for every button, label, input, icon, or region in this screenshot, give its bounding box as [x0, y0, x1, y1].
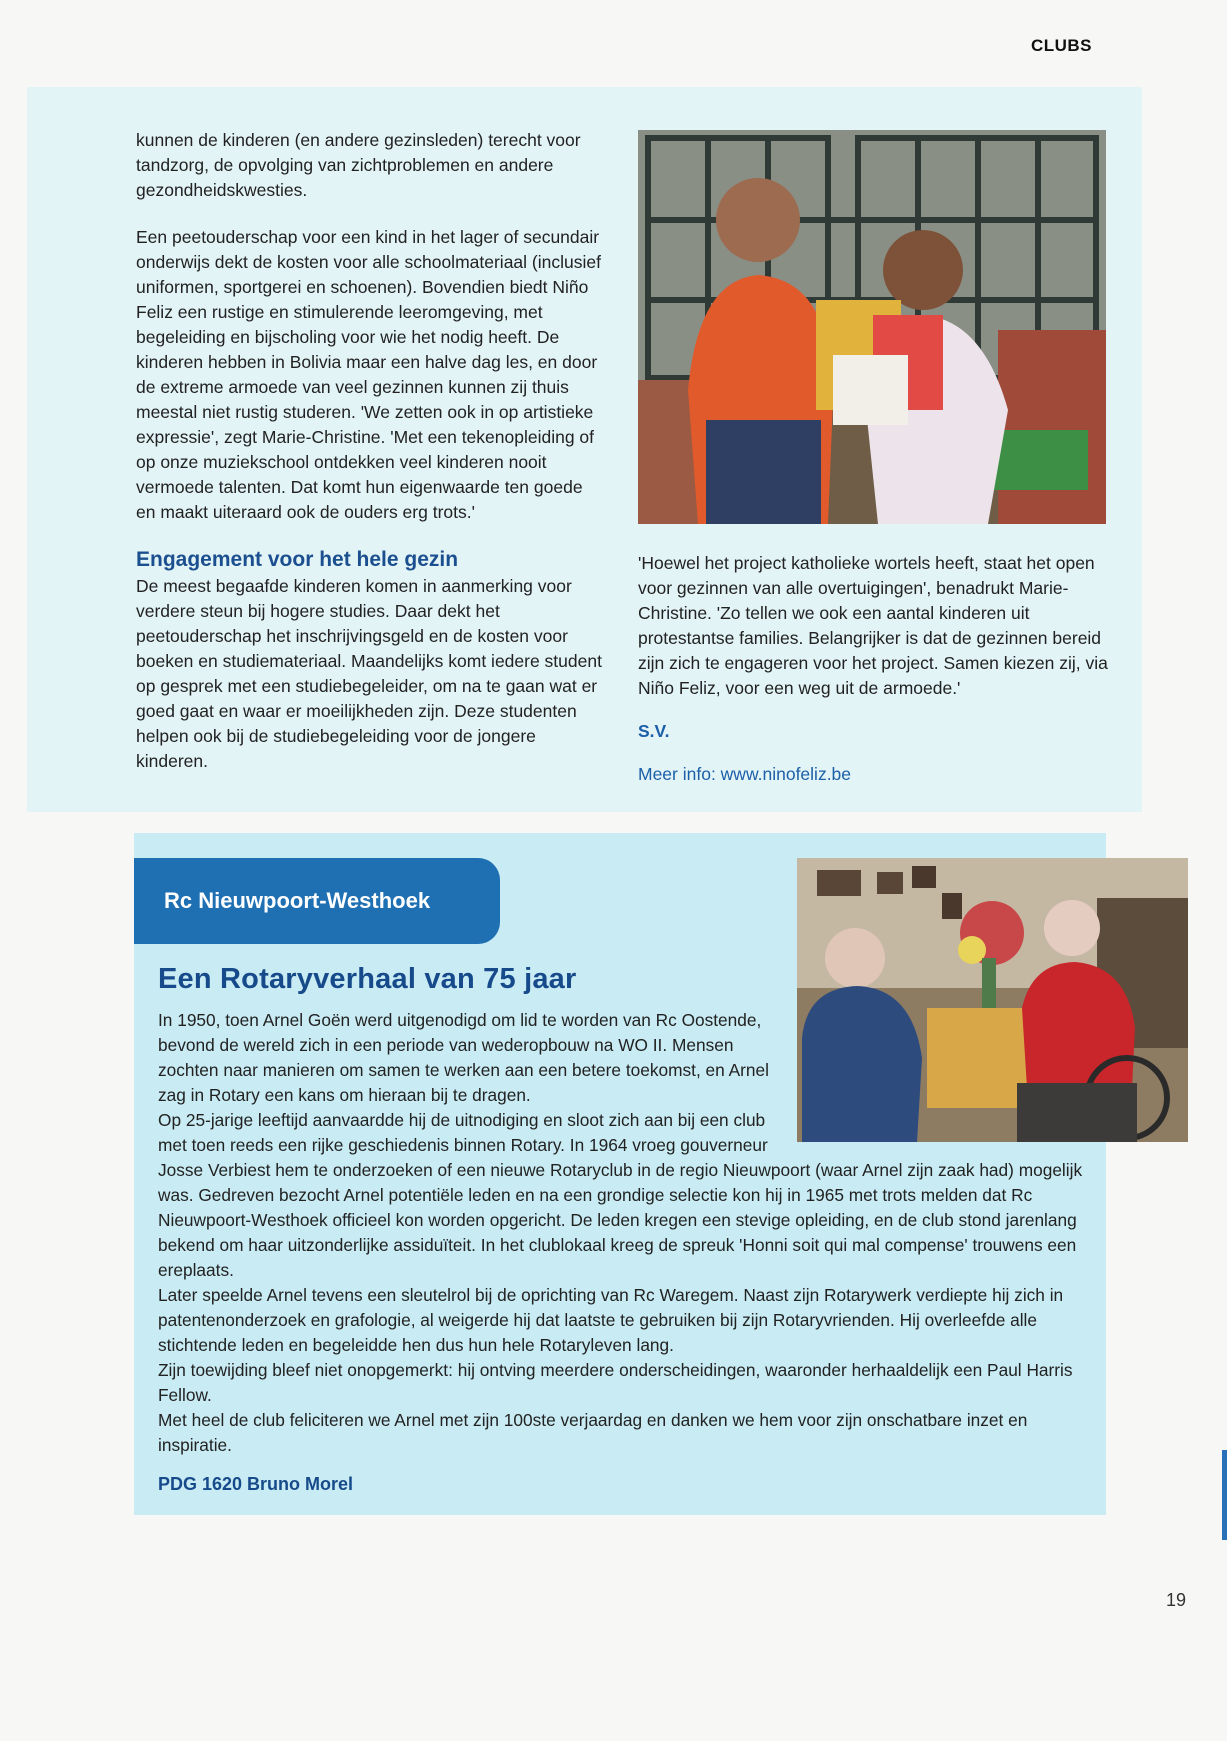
section-label: CLUBS	[1030, 36, 1092, 55]
body-paragraph: Zijn toewijding bleef niet onopgemerkt: hij ontving meerdere onderscheidingen, waaronder herhaaldelijk een Paul Harris Fellow.	[158, 1360, 1073, 1405]
page-number: 19	[1166, 1590, 1187, 1610]
right-column	[638, 551, 1108, 787]
body-paragraph: kunnen de kinderen (en andere gezinsleden) terecht voor tandzorg, de opvolging van zichtproblemen en andere gezondheidskwesties.	[136, 130, 581, 200]
left-column	[136, 128, 605, 796]
photo-teacher-and-girl	[638, 130, 1106, 524]
photo-wrap-spacer	[783, 1008, 1083, 1146]
body-paragraph: Een peetouderschap voor een kind in het lager of secundair onderwijs dekt de kosten voor alle schoolmateriaal (inclusief uniformen, sportgerei en schoenen). Bovendien biedt Niño Feliz een rustige en stimulerende leeromgeving, met begeleiding en bijscholing voor wie het nodig heeft. De kinderen hebben in Bolivia maar een halve dag les, en door de extreme armoede van veel gezinnen kunnen zij thuis meestal niet rustig studeren. 'We zetten ook in op artistieke expressie', zegt Marie-Christine. 'Met een tekenopleiding of op onze muziekschool ontdekken veel kinderen nooit vermoede talenten. Dat komt hun eigenwaarde ten goede en maakt uiteraard ook de ouders erg trots.'	[136, 227, 601, 522]
article-author: PDG 1620 Bruno Morel	[158, 1474, 354, 1494]
club-name-tab: Rc Nieuwpoort-Westhoek	[134, 858, 500, 944]
more-info-link[interactable]: Meer info: www.ninofeliz.be	[638, 764, 852, 784]
photo-illustration	[638, 130, 1106, 524]
article-title: Een Rotaryverhaal van 75 jaar	[158, 963, 577, 995]
article-signature: S.V.	[638, 721, 670, 741]
body-paragraph: 'Hoewel het project katholieke wortels heeft, staat het open voor gezinnen van alle overtuigingen', benadrukt Marie-Christine. 'Zo tellen we ook een aantal kinderen uit protestantse families. Belangrijker is dat de gezinnen bereid zijn zich te engageren voor het project. Samen kiezen zij, via Niño Feliz, voor een weg uit de armoede.'	[638, 553, 1108, 698]
page-edge-mark	[1222, 1450, 1227, 1540]
body-paragraph: In 1950, toen Arnel Goën werd uitgenodigd om lid te worden van Rc Oostende, bevond de wereld zich in een periode van wederopbouw na WO II. Mensen zochten naar manieren om samen te werken aan een betere toekomst, en Arnel zag in Rotary een kans om hieraan bij te dragen.	[158, 1010, 769, 1105]
body-paragraph: Later speelde Arnel tevens een sleutelrol bij de oprichting van Rc Waregem. Naast zijn Rotarywerk verdiepte hij zich in patentenonderzoek en grafologie, al weigerde hij dat laatste te gebruiken bij zijn Rotaryvrienden. Hij overleefde alle stichtende leden en begeleidde hen dus hun hele Rotaryleven lang.	[158, 1285, 1064, 1355]
article-body	[158, 1008, 1083, 1458]
body-paragraph: De meest begaafde kinderen komen in aanmerking voor verdere steun bij hogere studies. Daar dekt het peetouderschap het inschrijvingsgeld en de kosten voor boeken en studiemateriaal. Maandelijks komt iedere student op gesprek met een studiebegeleider, om na te gaan wat er goed gaat en waar er moeilijkheden zijn. Deze studenten helpen ook bij de studiebegeleiding voor de jongere kinderen.	[136, 576, 602, 771]
body-paragraph: Met heel de club feliciteren we Arnel met zijn 100ste verjaardag en danken we hem voor zijn onschatbare inzet en inspiratie.	[158, 1410, 1028, 1455]
body-paragraph: Op 25-jarige leeftijd aanvaardde hij de uitnodiging en sloot zich aan bij een club met toen reeds een rijke geschiedenis binnen Rotary. In 1964 vroeg gouverneur Josse Verbiest hem te onderzoeken of een nieuwe Rotaryclub in de regio Nieuwpoort (waar Arnel zijn zaak had) mogelijk was. Gedreven bezocht Arnel potentiële leden en na een grondige selectie kon hij in 1965 met trots melden dat Rc Nieuwpoort-Westhoek officieel kon worden opgericht. De leden kregen een stevige opleiding, en de club stond jarenlang bekend om haar uitzonderlijke assiduïteit. In het clublokaal kreeg de spreuk 'Honni soit qui mal compense' trouwens een ereplaats.	[158, 1110, 1083, 1280]
subheading: Engagement voor het hele gezin	[136, 548, 459, 571]
